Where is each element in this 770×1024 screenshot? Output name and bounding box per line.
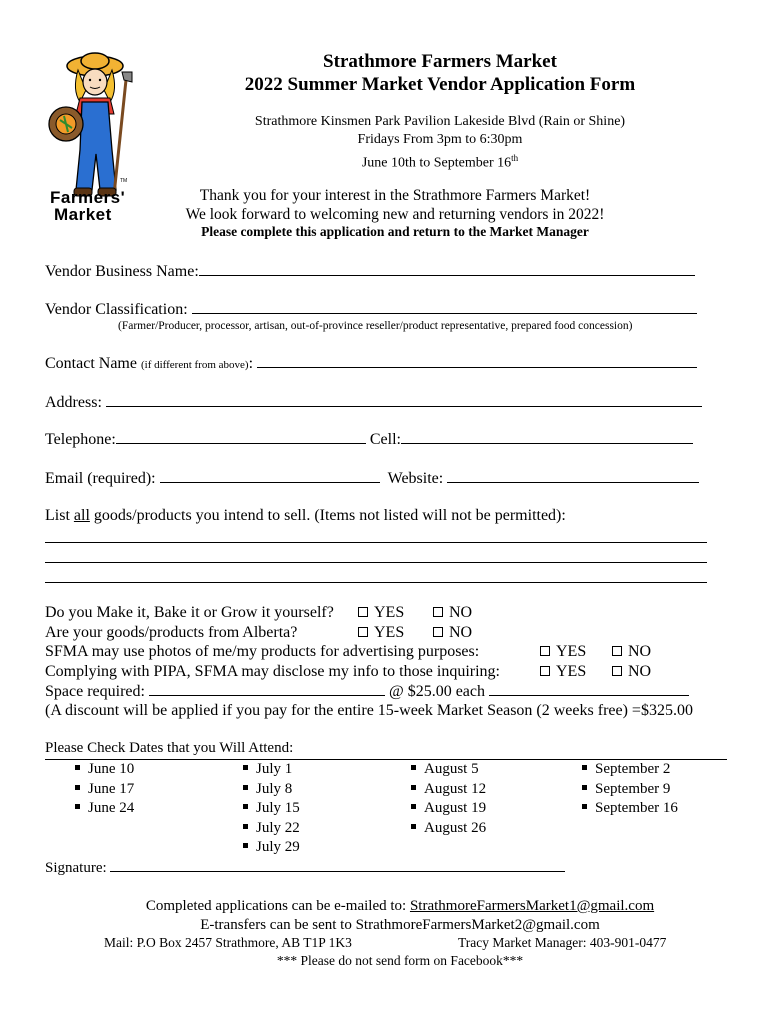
logo-tm: TM xyxy=(120,178,128,184)
classification-hint: (Farmer/Producer, processor, artisan, out-of-province reseller/product representative, prepared food concession) xyxy=(118,320,633,332)
square-bullet-icon xyxy=(243,765,248,770)
date-label: July 22 xyxy=(256,819,300,836)
date-label: August 19 xyxy=(424,800,487,816)
date-item-july[interactable] xyxy=(243,799,300,819)
goods-prefix: List xyxy=(45,507,74,524)
classification-label: Vendor Classification: xyxy=(45,301,188,318)
question-4-text: Complying with PIPA, SFMA may disclose my info to those inquiring: xyxy=(45,662,500,680)
market-location: Strathmore Kinsmen Park Pavilion Lakeside Blvd (Rain or Shine) xyxy=(254,114,626,129)
date-label: June 17 xyxy=(88,780,135,797)
questions-block xyxy=(45,603,725,720)
square-bullet-icon xyxy=(582,765,587,770)
date-label: August 26 xyxy=(424,819,487,836)
telephone-label: Telephone: xyxy=(45,431,116,448)
business-name-row xyxy=(45,261,695,281)
square-bullet-icon xyxy=(582,804,587,809)
thanks-line-1: Thank you for your interest in the Strathmore Farmers Market! xyxy=(199,187,591,204)
business-name-field[interactable] xyxy=(199,261,695,276)
footer-mail: Mail: P.O Box 2457 Strathmore, AB T1P 1K3 xyxy=(104,935,352,950)
question-2-text: Are your goods/products from Alberta? xyxy=(45,623,298,641)
square-bullet-icon xyxy=(411,824,416,829)
market-hours: Fridays From 3pm to 6:30pm xyxy=(357,132,523,147)
dates-september-list xyxy=(582,760,678,819)
date-item-august[interactable] xyxy=(411,799,486,819)
goods-line-3[interactable] xyxy=(45,563,707,583)
goods-suffix: goods/products you intend to sell. (Items not listed will not be permitted): xyxy=(89,507,566,524)
address-field[interactable] xyxy=(106,392,702,407)
website-field[interactable] xyxy=(447,468,699,483)
checkbox-icon xyxy=(358,607,368,617)
date-label: September 16 xyxy=(595,800,678,816)
logo-text-farmers: Farmers' xyxy=(50,188,126,207)
business-name-label: Vendor Business Name: xyxy=(45,263,199,280)
square-bullet-icon xyxy=(75,804,80,809)
email-field[interactable] xyxy=(160,468,380,483)
page-title xyxy=(150,50,730,96)
footer-facebook-note: *** Please do not send form on Facebook*** xyxy=(276,953,524,968)
thanks-line-2: We look forward to welcoming new and returning vendors in 2022! xyxy=(185,206,605,223)
dates-july-list xyxy=(243,760,300,858)
date-item-september[interactable] xyxy=(582,780,678,800)
square-bullet-icon xyxy=(243,785,248,790)
date-item-september[interactable] xyxy=(582,760,678,780)
question-make-it xyxy=(45,603,725,623)
square-bullet-icon xyxy=(411,804,416,809)
date-item-july[interactable] xyxy=(243,780,300,800)
date-label: July 15 xyxy=(256,800,300,816)
date-item-july[interactable] xyxy=(243,819,300,839)
goods-line-1[interactable] xyxy=(45,528,707,543)
market-dates: June 10th to September 16th xyxy=(361,153,519,171)
square-bullet-icon xyxy=(75,785,80,790)
contact-colon: : xyxy=(248,355,254,372)
date-item-august[interactable] xyxy=(411,819,486,839)
date-item-july[interactable] xyxy=(243,838,300,858)
q1-no[interactable]: NO xyxy=(433,603,472,623)
classification-row xyxy=(45,299,697,319)
square-bullet-icon xyxy=(582,785,587,790)
square-bullet-icon xyxy=(243,824,248,829)
date-label: June 24 xyxy=(88,800,135,816)
q3-yes[interactable]: YES xyxy=(540,642,586,662)
space-label: Space required: xyxy=(45,683,145,700)
website-label: Website: xyxy=(387,470,444,487)
cell-label: Cell: xyxy=(369,431,401,448)
date-label: August 5 xyxy=(424,761,479,777)
space-required-row xyxy=(45,681,725,701)
footer-email-prefix: Completed applications can be e-mailed to: xyxy=(145,898,410,914)
checkbox-icon xyxy=(433,627,443,637)
farmer-girl-illustration xyxy=(40,50,150,200)
q4-yes[interactable]: YES xyxy=(540,662,586,682)
goods-lines xyxy=(45,528,707,583)
date-label: July 1 xyxy=(256,761,293,777)
square-bullet-icon xyxy=(411,765,416,770)
question-3-text: SFMA may use photos of me/my products for advertising purposes: xyxy=(45,643,480,660)
farmers-market-logo xyxy=(40,50,150,230)
telephone-field[interactable] xyxy=(116,429,366,444)
date-label: September 2 xyxy=(595,761,671,777)
checkbox-icon xyxy=(433,607,443,617)
date-item-june[interactable] xyxy=(75,799,134,819)
contact-name-hint: (if different from above) xyxy=(140,359,249,371)
footer-email-link[interactable]: StrathmoreFarmersMarket1@gmail.com xyxy=(409,898,655,914)
square-bullet-icon xyxy=(243,843,248,848)
date-label: June 10 xyxy=(88,761,135,777)
email-row xyxy=(45,468,699,488)
space-total-field[interactable] xyxy=(489,681,689,696)
goods-prompt xyxy=(45,507,566,525)
discount-note: (A discount will be applied if you pay for the entire 15-week Market Season (2 weeks free) =$325.00 xyxy=(45,701,693,719)
address-row xyxy=(45,392,702,412)
phone-row xyxy=(45,429,693,449)
signature-row xyxy=(45,857,565,877)
square-bullet-icon xyxy=(75,765,80,770)
space-field[interactable] xyxy=(149,681,385,696)
q1-yes[interactable]: YES xyxy=(358,603,404,623)
dates-heading: Please Check Dates that you Will Attend: xyxy=(45,740,727,760)
q3-no[interactable]: NO xyxy=(612,642,651,662)
date-item-june[interactable] xyxy=(75,760,134,780)
logo-text-market: Market xyxy=(54,205,112,224)
square-bullet-icon xyxy=(411,785,416,790)
checkbox-icon xyxy=(540,646,550,656)
cell-field[interactable] xyxy=(401,429,693,444)
footer-contact xyxy=(0,897,770,935)
contact-name-field[interactable] xyxy=(257,353,697,368)
q4-no[interactable]: NO xyxy=(612,662,651,682)
date-label: July 29 xyxy=(256,839,300,855)
question-1-text: Do you Make it, Bake it or Grow it yourself? xyxy=(45,604,334,621)
date-label: September 9 xyxy=(595,780,671,797)
dates-june-list xyxy=(75,760,134,819)
footer-etransfer: E-transfers can be sent to StrathmoreFarmersMarket2@gmail.com xyxy=(200,917,600,933)
dates-august-list xyxy=(411,760,486,838)
checkbox-icon xyxy=(540,666,550,676)
welcome-message xyxy=(150,186,640,224)
checkbox-icon xyxy=(612,646,622,656)
date-item-august[interactable] xyxy=(411,760,486,780)
checkbox-icon xyxy=(612,666,622,676)
date-item-august[interactable] xyxy=(411,780,486,800)
instruction-text: Please complete this application and return to the Market Manager xyxy=(201,224,589,239)
date-item-july[interactable] xyxy=(243,760,300,780)
classification-field[interactable] xyxy=(192,299,697,314)
contact-name-label: Contact Name xyxy=(45,355,137,372)
address-label: Address: xyxy=(45,394,102,411)
goods-line-2[interactable] xyxy=(45,543,707,563)
signature-field[interactable] xyxy=(110,857,565,872)
email-label: Email (required): xyxy=(45,470,156,487)
title-line-1: Strathmore Farmers Market xyxy=(323,51,557,72)
question-photos xyxy=(45,642,725,662)
signature-label: Signature: xyxy=(45,860,107,876)
question-pipa xyxy=(45,662,725,682)
footer-manager: Tracy Market Manager: 403-901-0477 xyxy=(458,935,667,950)
checkbox-icon xyxy=(358,627,368,637)
question-alberta xyxy=(45,623,725,643)
square-bullet-icon xyxy=(243,804,248,809)
goods-all: all xyxy=(73,507,90,524)
q2-yes[interactable]: YES xyxy=(358,623,404,643)
date-label: August 12 xyxy=(424,780,487,797)
q2-no[interactable]: NO xyxy=(433,623,472,643)
footer-email-line xyxy=(0,897,770,916)
date-item-june[interactable] xyxy=(75,780,134,800)
title-line-2: 2022 Summer Market Vendor Application Form xyxy=(244,74,636,95)
market-info xyxy=(150,113,730,173)
contact-name-row xyxy=(45,353,697,373)
space-price: @ $25.00 each xyxy=(388,683,485,700)
date-item-september[interactable] xyxy=(582,799,678,819)
date-label: July 8 xyxy=(256,780,293,797)
